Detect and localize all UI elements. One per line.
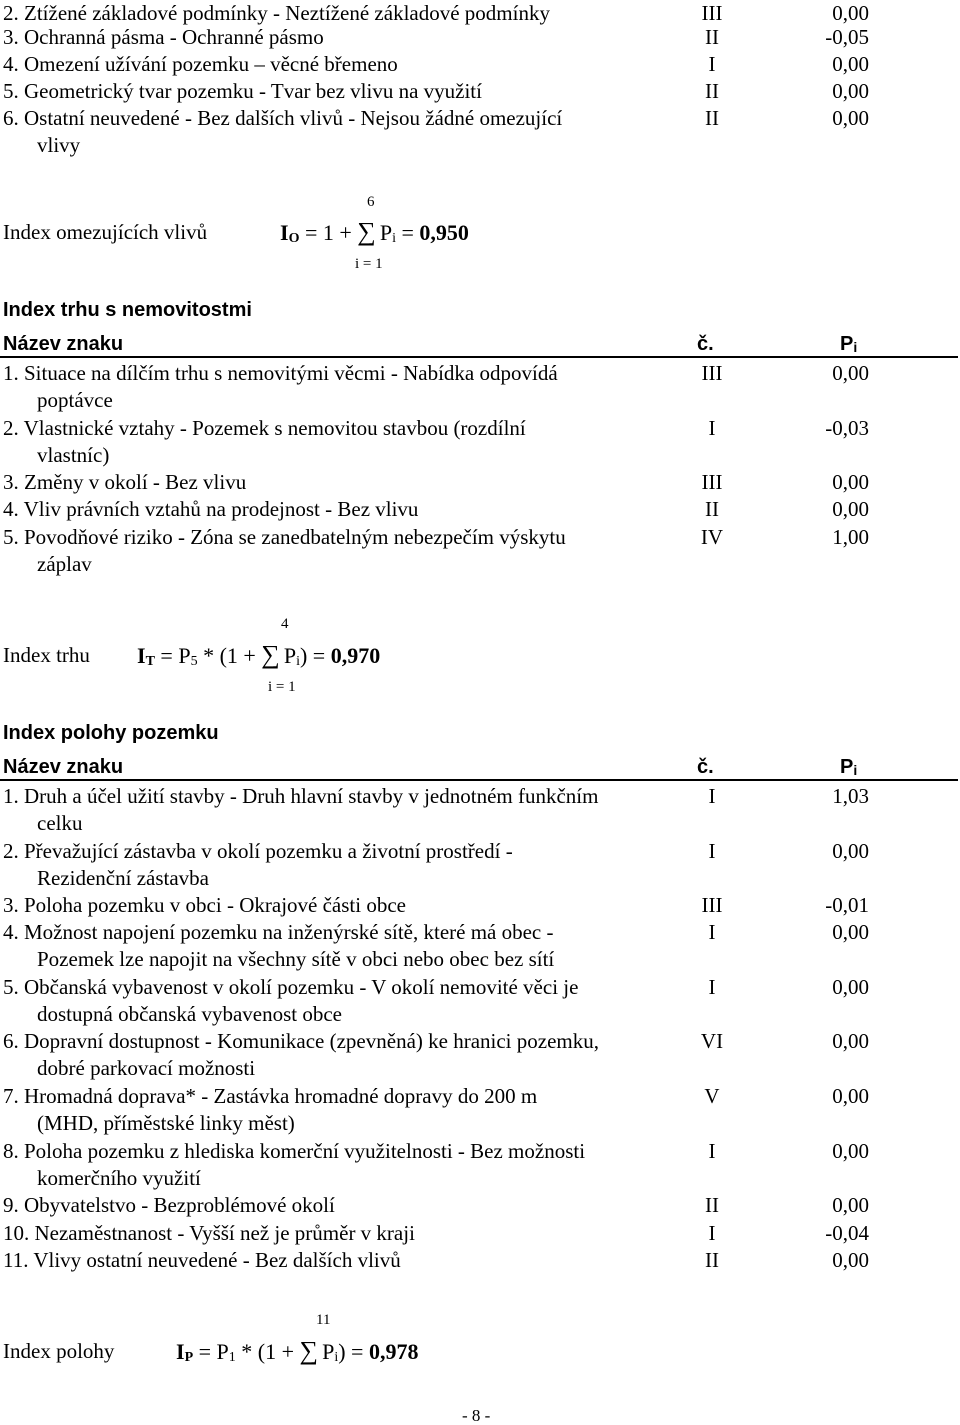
table-row: [0, 974, 960, 1028]
row-value: 1,00: [832, 525, 869, 549]
index-t-label: Index trhu: [3, 643, 90, 667]
header-p-letter: P: [840, 333, 854, 355]
row-label-continuation: vlivy: [37, 133, 81, 157]
row-label: 11. Vlivy ostatní neuvedené - Bez dalších vlivů: [3, 1248, 401, 1272]
row-class: II: [705, 25, 719, 49]
row-class: III: [701, 893, 723, 917]
index-t-symbol-sub: T: [145, 654, 155, 669]
row-label-continuation: komerčního využití: [37, 1166, 201, 1190]
row-class: I: [708, 1139, 716, 1163]
index-t-rhs: ) =: [299, 643, 331, 668]
table-row: [0, 496, 960, 523]
index-o-upper-limit: 6: [367, 194, 375, 210]
row-value: 0,00: [832, 52, 869, 76]
row-label: 5. Geometrický tvar pozemku - Tvar bez vlivu na využití: [3, 79, 482, 103]
index-p-expression: [176, 1337, 418, 1372]
index-o-label: Index omezujících vlivů: [3, 220, 208, 244]
row-value: -0,05: [825, 25, 869, 49]
sum-icon: ∑: [299, 1336, 319, 1365]
index-t-mid: * (1 +: [197, 643, 262, 668]
location-section-title: Index polohy pozemku: [3, 722, 219, 744]
row-label: 2. Převažující zástavba v okolí pozemku a životní prostředí -: [3, 839, 513, 863]
row-class: II: [705, 79, 719, 103]
table-row: [0, 838, 960, 892]
row-label: 5. Povodňové riziko - Zóna se zanedbatelným nebezpečím výskytu: [3, 525, 566, 549]
row-value: 0,00: [832, 79, 869, 103]
row-class: I: [708, 839, 716, 863]
row-class: II: [705, 1193, 719, 1217]
header-name: Název znaku: [3, 333, 124, 355]
index-p-lhs: = P: [193, 1339, 229, 1364]
row-label: 10. Nezaměstnanost - Vyšší než je průměr v kraji: [3, 1221, 415, 1245]
table-row: [0, 892, 960, 919]
table-row: [0, 1192, 960, 1219]
index-o-lhs: = 1 +: [299, 220, 358, 245]
index-p-term-sub: i: [334, 1350, 339, 1365]
sum-icon: ∑: [261, 640, 280, 669]
table-row: [0, 524, 960, 578]
index-p-lhs-sub: 1: [228, 1350, 236, 1365]
row-value: 0,00: [832, 106, 869, 130]
index-t-lhs: = P: [154, 643, 191, 668]
index-p-result: 0,978: [368, 1339, 419, 1364]
table-row: [0, 415, 960, 469]
row-label: 6. Dopravní dostupnost - Komunikace (zpevněná) ke hranici pozemku,: [3, 1029, 599, 1053]
index-t-term: P: [283, 643, 297, 668]
row-class: III: [701, 470, 723, 494]
header-number: č.: [697, 333, 714, 355]
index-p-mid: * (1 +: [235, 1339, 300, 1364]
row-value: 0,00: [832, 920, 869, 944]
row-value: -0,01: [825, 893, 869, 917]
sum-icon: ∑: [357, 217, 376, 246]
row-value: 1,03: [832, 784, 869, 808]
index-t-term-sub: i: [296, 654, 300, 669]
row-value: 0,00: [832, 1029, 869, 1053]
row-value: 0,00: [832, 839, 869, 863]
row-label: 8. Poloha pozemku z hlediska komerční využitelnosti - Bez možnosti: [3, 1139, 586, 1163]
row-class: I: [708, 975, 716, 999]
table-row: [0, 1138, 960, 1192]
row-value: -0,03: [825, 416, 869, 440]
row-label: 3. Poloha pozemku v obci - Okrajové části obce: [3, 893, 406, 917]
row-label: 4. Omezení užívání pozemku – věcné břemeno: [3, 52, 398, 76]
index-t-symbol: I: [137, 643, 146, 668]
row-label: 3. Ochranná pásma - Ochranné pásmo: [3, 25, 324, 49]
table-row: [0, 1247, 960, 1274]
row-label: 3. Změny v okolí - Bez vlivu: [3, 470, 247, 494]
market-section-title: Index trhu s nemovitostmi: [3, 299, 252, 321]
index-p-label: Index polohy: [3, 1339, 115, 1363]
table-row: [0, 919, 960, 973]
row-class: I: [708, 416, 716, 440]
index-o-symbol-sub: O: [288, 231, 300, 246]
table-row: [0, 469, 960, 496]
row-label-continuation: dostupná občanská vybavenost obce: [37, 1002, 343, 1026]
row-value: 0,00: [832, 361, 869, 385]
row-label-continuation: záplav: [37, 552, 92, 576]
row-class: III: [701, 1, 723, 25]
row-label-continuation: Rezidenční zástavba: [37, 866, 209, 890]
index-o-term: P: [379, 220, 393, 245]
row-value: 0,00: [832, 1248, 869, 1272]
row-label: 6. Ostatní neuvedené - Bez dalších vlivů - Nejsou žádné omezující: [3, 106, 563, 130]
row-label: 4. Možnost napojení pozemku na inženýrské sítě, které má obec -: [3, 920, 554, 944]
row-label-continuation: vlastníc): [37, 443, 110, 467]
row-class: II: [705, 106, 719, 130]
index-o-lower-limit: i = 1: [355, 256, 383, 272]
row-value: 0,00: [832, 1139, 869, 1163]
row-label: 2. Vlastnické vztahy - Pozemek s nemovitou stavbou (rozdílní: [3, 416, 526, 440]
page-number: - 8 -: [462, 1406, 491, 1425]
index-o-term-sub: i: [392, 231, 396, 246]
table-row: [0, 1028, 960, 1082]
row-value: 0,00: [832, 1193, 869, 1217]
table-row: [0, 1220, 960, 1247]
table-row: [0, 0, 960, 27]
row-label: 1. Situace na dílčím trhu s nemovitými věcmi - Nabídka odpovídá: [3, 361, 558, 385]
header-p-letter: P: [840, 756, 854, 778]
row-label: 4. Vliv právních vztahů na prodejnost - Bez vlivu: [3, 497, 419, 521]
index-t-lhs-sub: 5: [190, 654, 198, 669]
row-class: II: [705, 497, 719, 521]
row-class: IV: [700, 525, 724, 549]
row-value: 0,00: [832, 470, 869, 494]
row-class: VI: [700, 1029, 724, 1053]
index-t-lower-limit: i = 1: [268, 679, 296, 695]
table-row: [0, 105, 960, 159]
row-class: V: [704, 1084, 720, 1108]
index-p-rhs: ) =: [338, 1339, 369, 1364]
header-divider: [0, 356, 958, 358]
row-value: 0,00: [832, 1, 869, 25]
row-value: 0,00: [832, 497, 869, 521]
index-p-term: P: [322, 1339, 335, 1364]
row-class: I: [708, 52, 716, 76]
index-t-expression: [137, 641, 380, 676]
row-label-continuation: celku: [37, 811, 83, 835]
header-p-sub: i: [853, 339, 858, 355]
header-p-sub: i: [853, 762, 858, 778]
header-divider: [0, 779, 958, 781]
row-value: -0,04: [825, 1221, 869, 1245]
table-row: [0, 78, 960, 105]
index-o-rhs: =: [395, 220, 420, 245]
row-class: III: [701, 361, 723, 385]
row-label: 2. Ztížené základové podmínky - Neztížené základové podmínky: [3, 1, 550, 25]
table-row: [0, 360, 960, 414]
header-name: Název znaku: [3, 756, 124, 778]
row-label: 5. Občanská vybavenost v okolí pozemku - V okolí nemovité věci je: [3, 975, 579, 999]
index-p-symbol-sub: P: [184, 1350, 194, 1365]
row-value: 0,00: [832, 1084, 869, 1108]
index-t-upper-limit: 4: [281, 616, 289, 632]
row-label-continuation: Pozemek lze napojit na všechny sítě v obci nebo obec bez sítí: [37, 947, 555, 971]
row-class: I: [708, 784, 716, 808]
table-row: [0, 51, 960, 78]
index-o-result: 0,950: [419, 220, 469, 245]
row-label: 9. Obyvatelstvo - Bezproblémové okolí: [3, 1193, 335, 1217]
header-number: č.: [697, 756, 714, 778]
row-class: I: [708, 1221, 716, 1245]
table-row: [0, 783, 960, 837]
row-class: II: [705, 1248, 719, 1272]
table-row: [0, 1083, 960, 1137]
index-p-upper-limit: 11: [316, 1312, 331, 1328]
row-label: 1. Druh a účel užití stavby - Druh hlavní stavby v jednotném funkčním: [3, 784, 599, 808]
row-class: I: [708, 920, 716, 944]
table-row: [0, 24, 960, 51]
index-o-symbol: I: [280, 220, 289, 245]
index-o-expression: [280, 218, 469, 253]
row-label-continuation: (MHD, příměstské linky měst): [37, 1111, 295, 1135]
row-value: 0,00: [832, 975, 869, 999]
index-p-symbol: I: [176, 1339, 185, 1364]
row-label-continuation: dobré parkovací možnosti: [37, 1056, 256, 1080]
row-label: 7. Hromadná doprava* - Zastávka hromadné dopravy do 200 m: [3, 1084, 538, 1108]
row-label-continuation: poptávce: [37, 388, 113, 412]
index-t-result: 0,970: [330, 643, 381, 668]
